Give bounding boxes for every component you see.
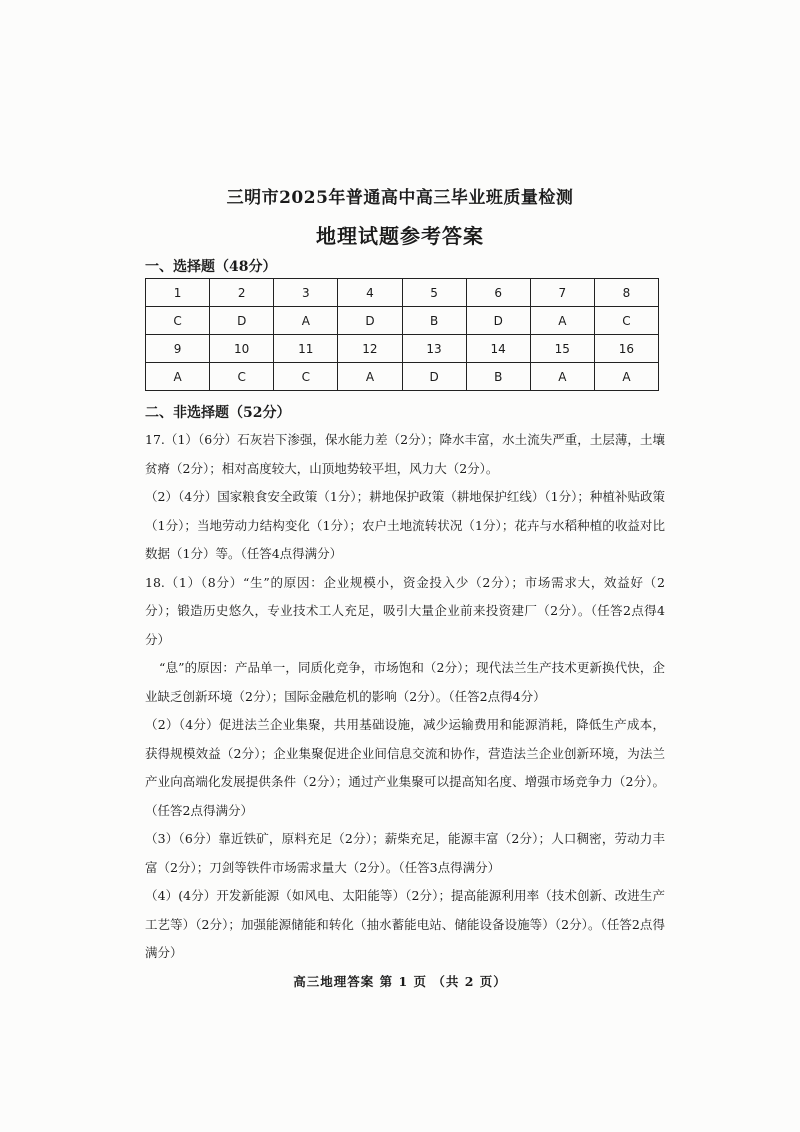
table-cell: 5	[402, 279, 466, 307]
section2-body	[145, 426, 665, 968]
table-cell: D	[402, 363, 466, 391]
table-cell: A	[594, 363, 658, 391]
section1-heading: 一、选择题（48分）	[145, 259, 277, 275]
table-cell: D	[210, 307, 274, 335]
answer-row	[146, 307, 659, 335]
table-cell: C	[274, 363, 338, 391]
table-cell: 11	[274, 335, 338, 363]
table-cell: 12	[338, 335, 402, 363]
table-cell: D	[466, 307, 530, 335]
q18-part3-answer: （3）（6分）靠近铁矿，原料充足（2分）；薪柴充足，能源丰富（2分）；人口稠密，劳动力丰富（2分）；刀剑等铁件市场需求量大（2分）。（任答3点得满分）	[145, 831, 665, 875]
table-cell: 4	[338, 279, 402, 307]
question-number-row	[146, 335, 659, 363]
q18-part1-decline-answer: “息”的原因：产品单一，同质化竞争，市场饱和（2分）；现代法兰生产技术更新换代快，企业缺乏创新环境（2分）；国际金融危机的影响（2分）。（任答2点得4分）	[145, 660, 665, 704]
table-cell: D	[338, 307, 402, 335]
table-cell: 10	[210, 335, 274, 363]
table-cell: 1	[146, 279, 210, 307]
table-cell: 8	[594, 279, 658, 307]
table-cell: C	[146, 307, 210, 335]
table-cell: B	[466, 363, 530, 391]
table-cell: 16	[594, 335, 658, 363]
q18-part4-answer: （4）(4分）开发新能源（如风电、太阳能等）（2分）；提高能源利用率（技术创新、改进生产工艺等）（2分）；加强能源储能和转化（抽水蓄能电站、储能设备设施等）（2分）。（任答2点得满分）	[145, 888, 665, 960]
choice-answer-table	[145, 278, 659, 391]
table-cell: A	[146, 363, 210, 391]
question-number-row	[146, 279, 659, 307]
q18-part2-answer: （2）（4分）促进法兰企业集聚，共用基础设施，减少运输费用和能源消耗，降低生产成本，获得规模效益（2分）；企业集聚促进企业间信息交流和协作，营造法兰企业创新环境，为法兰产业向高端化发展提供条件（2分）；通过产业集聚可以提高知名度、增强市场竞争力（2分）。（任答2点得满分）	[145, 717, 665, 818]
table-cell: 7	[530, 279, 594, 307]
answer-key-title: 地理试题参考答案	[316, 224, 484, 248]
q17-part2-answer: （2）（4分）国家粮食安全政策（1分）；耕地保护政策（耕地保护红线）（1分）；种植补贴政策（1分）；当地劳动力结构变化（1分）；农户土地流转状况（1分）；花卉与水稻种植的收益对比数据（1分）等。（任答4点得满分）	[145, 489, 665, 561]
page-footer: 高三地理答案 第 1 页 （共 2 页）	[293, 974, 507, 989]
table-cell: 14	[466, 335, 530, 363]
section2-heading: 二、非选择题（52分）	[145, 405, 291, 421]
q17-part1-answer: 17.（1）（6分）石灰岩下渗强，保水能力差（2分）；降水丰富，水土流失严重，土层薄，土壤贫瘠（2分）；相对高度较大，山顶地势较平坦，风力大（2分）。	[145, 432, 665, 476]
table-cell: 9	[146, 335, 210, 363]
table-cell: A	[530, 363, 594, 391]
table-cell: 15	[530, 335, 594, 363]
table-cell: C	[594, 307, 658, 335]
table-cell: B	[402, 307, 466, 335]
answer-row	[146, 363, 659, 391]
table-cell: A	[530, 307, 594, 335]
table-cell: C	[210, 363, 274, 391]
table-cell: A	[274, 307, 338, 335]
q18-part1-answer: 18.（1）（8分）“生”的原因：企业规模小，资金投入少（2分）；市场需求大，效益好（2分）；锻造历史悠久，专业技术工人充足，吸引大量企业前来投资建厂（2分）。（任答2点得4分）	[145, 574, 665, 647]
table-cell: 3	[274, 279, 338, 307]
table-cell: 13	[402, 335, 466, 363]
table-cell: A	[338, 363, 402, 391]
table-cell: 6	[466, 279, 530, 307]
exam-title: 三明市2025年普通高中高三毕业班质量检测	[226, 188, 574, 208]
table-cell: 2	[210, 279, 274, 307]
